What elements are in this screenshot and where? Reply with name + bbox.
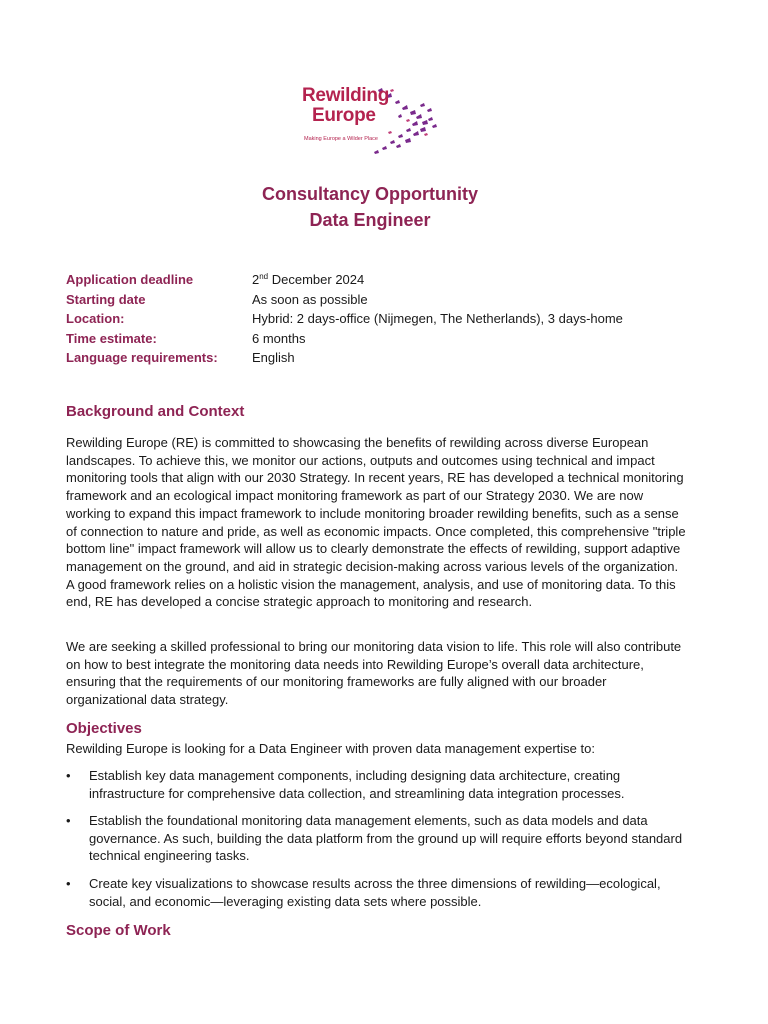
logo-wordmark — [302, 86, 389, 126]
list-item-text: Create key visualizations to showcase results across the three dimensions of rewilding—ecological, social, and economic—leveraging existing data sets where possible. — [89, 876, 661, 909]
job-details — [66, 270, 623, 368]
detail-value: 6 months — [252, 330, 306, 346]
deadline-suffix: nd — [259, 272, 269, 281]
detail-value: English — [252, 350, 295, 365]
objectives-intro: Rewilding Europe is looking for a Data Engineer with proven data management expertise to: — [66, 741, 595, 756]
section-heading-scope: Scope of Work — [66, 922, 171, 939]
detail-row-language — [66, 348, 623, 368]
section-heading-background: Background and Context — [66, 403, 245, 420]
list-item — [66, 875, 686, 910]
section-heading-objectives: Objectives — [66, 720, 142, 737]
detail-value: Hybrid: 2 days-office (Nijmegen, The Netherlands), 3 days-home — [252, 311, 623, 326]
detail-value: As soon as possible — [252, 291, 368, 307]
detail-label: Location: — [66, 311, 125, 326]
list-item-text: Establish the foundational monitoring data management elements, such as data models and data governance. As such, building the data platform from the ground up will require efforts beyond standard technical engineering tasks. — [89, 813, 683, 864]
list-item — [66, 812, 686, 865]
document-title: Consultancy Opportunity — [262, 184, 478, 204]
detail-row-deadline — [66, 270, 623, 290]
detail-label: Time estimate: — [66, 330, 157, 346]
detail-row-location — [66, 309, 623, 329]
document-subtitle: Data Engineer — [309, 210, 431, 230]
list-item — [66, 767, 686, 802]
bullet-icon: • — [66, 813, 71, 828]
bullet-icon: • — [66, 768, 71, 783]
detail-row-start — [66, 290, 623, 310]
detail-label: Starting date — [66, 291, 146, 307]
list-item-text: Establish key data management components, including designing data architecture, creating infrastructure for comprehensive data collection, and streamlining data integration processes. — [89, 768, 625, 801]
logo-line-1: Rewilding — [302, 85, 390, 106]
logo-tagline: Making Europe a Wilder Place — [304, 136, 378, 142]
background-paragraph-2: We are seeking a skilled professional to bring our monitoring data vision to life. This role will also contribute on how to best integrate the monitoring data needs into Rewilding Europe’s overall data architecture, ensuring that the requirements of our monitoring frameworks are fully aligned with our broader organizational data strategy. — [66, 639, 682, 708]
deadline-day: 2 — [252, 272, 260, 287]
detail-label: Language requirements: — [66, 350, 218, 365]
bullet-icon: • — [66, 876, 71, 891]
detail-row-time — [66, 329, 623, 349]
deadline-rest: December 2024 — [268, 272, 365, 287]
logo-line-2: Europe — [312, 105, 376, 126]
background-paragraph-1: Rewilding Europe (RE) is committed to showcasing the benefits of rewilding across diverse European landscapes. To achieve this, we monitor our actions, outputs and outcomes using technical and impact monitoring tools that align with our 2030 Strategy. In recent years, RE has developed a technical monitoring framework and an ecological impact monitoring framework as part of our Strategy 2030. We are now working to expand this impact framework to include monitoring broader rewilding benefits, such as a sense of connection to nature and pride, as well as economic impacts. Once completed, this comprehensive "triple bottom line" impact framework will allow us to clearly demonstrate the effects of rewilding, support adaptive management on the ground, and aid in strategic decision-making across various levels of the organization. A good framework relies on a holistic vision the management, analysis, and use of monitoring data. To this end, RE has developed a concise strategic approach to monitoring and research. — [66, 435, 686, 610]
detail-value — [252, 270, 364, 290]
detail-label: Application deadline — [66, 272, 194, 287]
rewilding-europe-logo — [302, 86, 442, 158]
